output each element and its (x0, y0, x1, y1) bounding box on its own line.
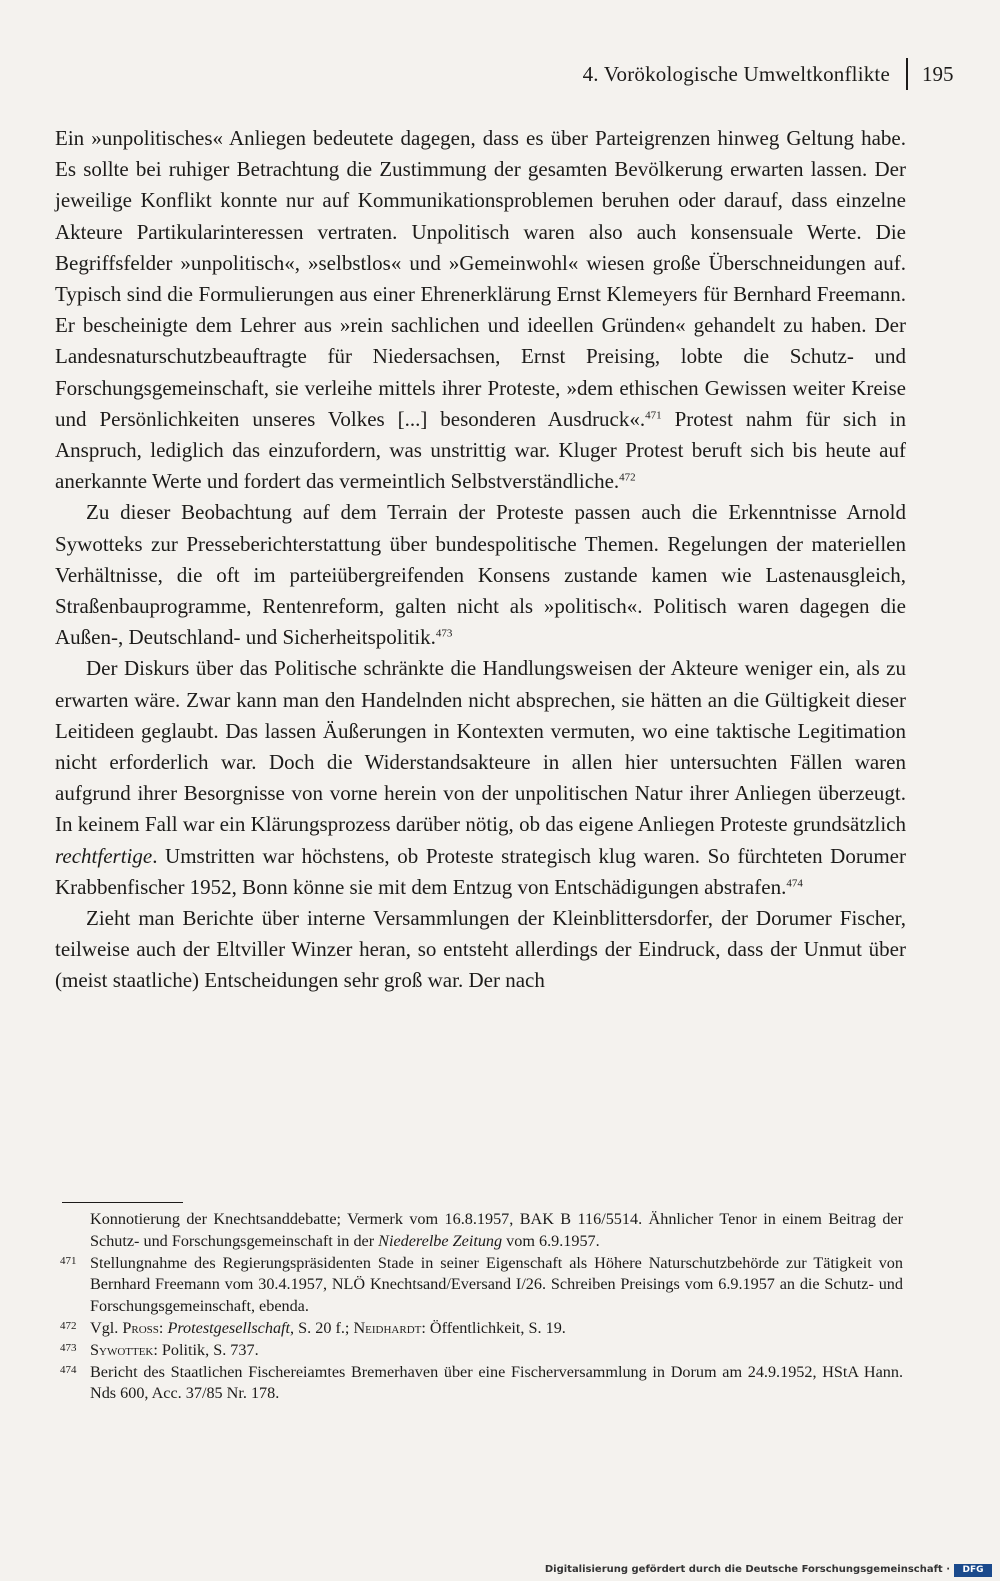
main-text (55, 123, 906, 997)
footnote-ref-472[interactable]: 472 (619, 471, 636, 484)
footnote-separator (62, 1202, 183, 1203)
footnote-474: 474 Bericht des Staatlichen Fischereiamtes Bremerhaven über eine Fischerversammlung in Dorum am 24.9.1952, HStA Hann. Nds 600, Acc. 37/85 Nr. 178. (60, 1362, 903, 1403)
header-divider (906, 58, 908, 90)
paragraph-1: Ein »unpolitisches« Anliegen bedeutete dagegen, dass es über Parteigrenzen hinweg Geltung habe. Es sollte bei ruhiger Betrachtung die Zustimmung der gesamten Bevölkerung erwarten lassen. Der jeweilige Konflikt konnte nur auf Kommunikationsproblemen beruhen oder darauf, dass einzelne Akteure Partikularinteressen vertraten. Unpolitisch waren also auch konsensuale Werte. Die Begriffsfelder »unpolitisch«, »selbstlos« und »Gemeinwohl« wiesen große Überschneidungen auf. Typisch sind die Formulierungen aus einer Ehrenerklärung Ernst Klemeyers für Bernhard Freemann. Er bescheinigte dem Lehrer aus »rein sachlichen und ideellen Gründen« gehandelt zu haben. Der Landesnaturschutzbeauftragte für Niedersachsen, Ernst Preising, lobte die Schutz- und Forschungsgemeinschaft, sie verleihe mittels ihrer Proteste, »dem ethischen Gewissen weiter Kreise und Persönlichkeiten unseres Volkes [...] besonderen Ausdruck«.$^{471}$ Protest nahm für sich in Anspruch, lediglich das einzufordern, was unstrittig war. Kluger Protest beruft sich bis heute auf anerkannte Werte und fordert das vermeintlich Selbstverständliche.$^{472}$ (55, 126, 907, 494)
running-header (0, 58, 1000, 92)
footnote-ref-474[interactable]: 474 (786, 877, 803, 890)
paragraph-3: Der Diskurs über das Politische schränkte die Handlungsweisen der Akteure weniger ein, als zu erwarten wäre. Zwar kann man den Handelnden nicht absprechen, sie hätten an die Gültigkeit dieser Leitideen geglaubt. Das lassen Äußerungen in Kontexten vermuten, wo eine taktische Legitimation nicht erforderlich war. Doch die Widerstandsakteure in allen hier untersuchten Fällen waren aufgrund ihrer Besorgnisse von vorne herein von der unpolitischen Natur ihrer Anliegen überzeugt. In keinem Fall war ein Klärungsprozess darüber nötig, ob das eigene Anliegen Proteste grundsätzlich rechtfertige. Umstritten war höchstens, ob Proteste strategisch klug waren. So fürchteten Dorumer Krabbenfischer 1952, Bonn könne sie mit dem Entzug von Entschädigungen abstrafen.$^{474}$ (55, 656, 906, 899)
footnote-number: 471 (60, 1254, 77, 1267)
emphasis-rechtfertige: rechtfertige (55, 843, 153, 868)
footnote-number: 474 (60, 1363, 77, 1376)
page-number: 195 (922, 62, 954, 86)
digitization-credit: Digitalisierung gefördert durch die Deutsche Forschungsgemeinschaft · (544, 1564, 950, 1575)
footnote-ref-471[interactable]: 471 (645, 409, 662, 422)
footnote-473: 473 Sywottek: Politik, S. 737. (60, 1340, 259, 1359)
paragraph-2: Zu dieser Beobachtung auf dem Terrain der Proteste passen auch die Erkenntnisse Arnold Sywotteks zur Presseberichterstattung über bundespolitische Themen. Regelungen der materiellen Verhältnisse, die oft im parteiübergreifenden Konsens zustande kamen wie Lastenausgleich, Straßenbauprogramme, Rentenreform, galten nicht als »politisch«. Politisch waren dagegen die Außen-, Deutschland- und Sicherheitspolitik.$^{473}$ (55, 500, 906, 650)
footnote-continuation: Konnotierung der Knechtsanddebatte; Vermerk vom 16.8.1957, BAK B 116/5514. Ähnlicher Tenor in einem Beitrag der Schutz- und Forschungsgemeinschaft in der Niederelbe Zeitung vom 6.9.1957. (90, 1210, 903, 1250)
footnote-number: 472 (60, 1319, 77, 1332)
footnotes (60, 1209, 903, 1405)
paragraph-4: Zieht man Berichte über interne Versammlungen der Kleinblittersdorfer, der Dorumer Fischer, teilweise auch der Eltviller Winzer heran, so entsteht allerdings der Eindruck, dass der Unmut über (meist staatliche) Entscheidungen sehr groß war. Der nach (55, 906, 906, 993)
dfg-logo-icon: DFG (954, 1564, 992, 1577)
footnote-number: 473 (60, 1341, 77, 1354)
footnote-471: 471 Stellungnahme des Regierungspräsidenten Stade in seiner Eigenschaft als Höhere Naturschutzbehörde zur Tätigkeit von Bernhard Freemann vom 30.4.1957, NLÖ Knechtsand/Eversand I/26. Schreiben Preisings vom 6.9.1957 an die Schutz- und Forschungsgemeinschaft, ebenda. (60, 1253, 903, 1316)
running-title: 4. Vorökologische Umweltkonflikte (582, 62, 890, 86)
footnote-ref-473[interactable]: 473 (435, 627, 453, 640)
footnote-472: 472 Vgl. Pross: Protestgesellschaft, S. 20 f.; Neidhardt: Öffentlichkeit, S. 19. (60, 1318, 566, 1337)
